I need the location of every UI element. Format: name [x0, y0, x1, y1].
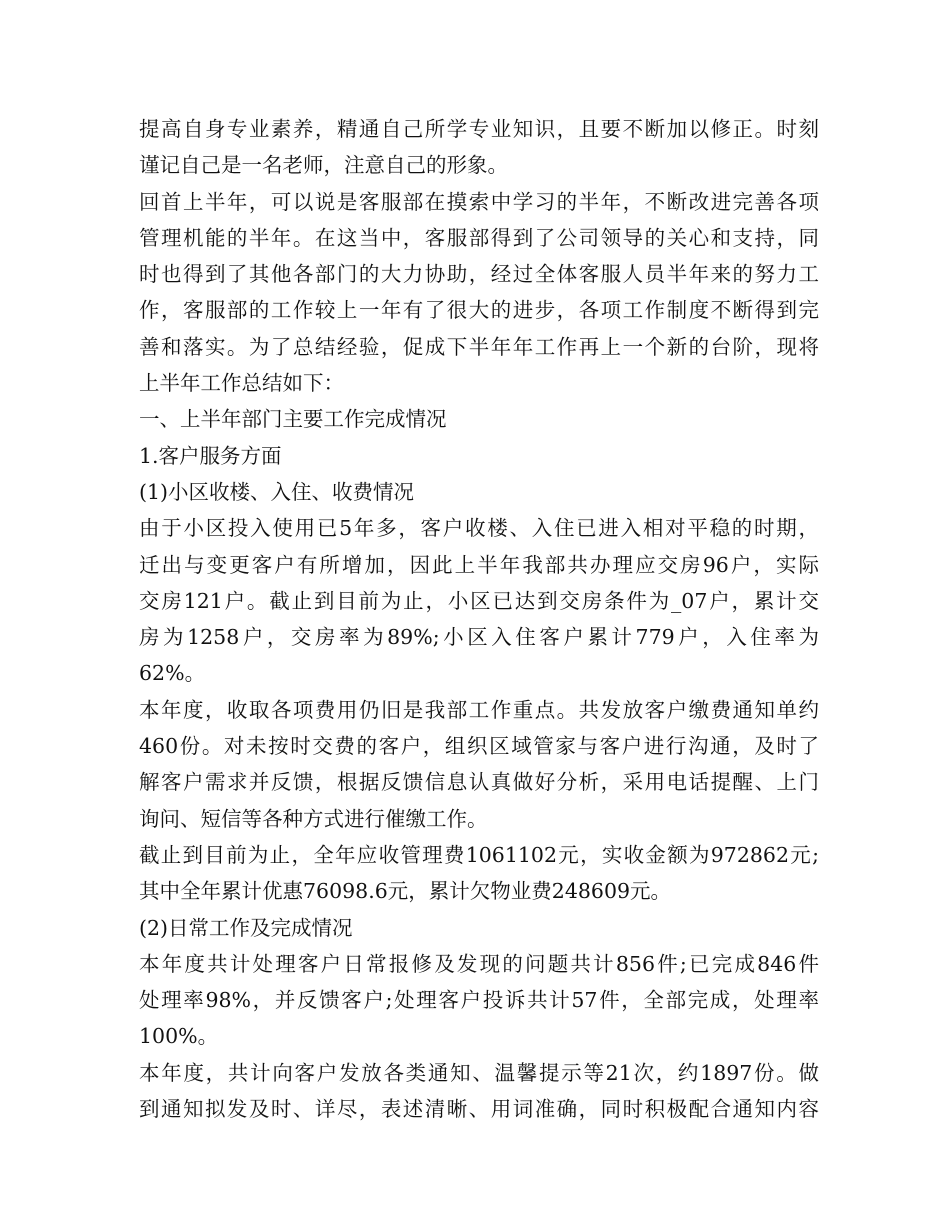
text-line: 善和落实。为了总结经验，促成下半年年工作再上一个新的台阶，现将: [139, 334, 819, 359]
text-line: 房为1258户，交房率为89%;小区入住客户累计779户，入住率为: [139, 625, 819, 650]
text-line: 迁出与变更客户有所增加，因此上半年我部共办理应交房96户，实际: [139, 552, 819, 577]
text-line: 处理率98%，并反馈客户;处理客户投诉共计57件，全部完成，处理率: [139, 988, 819, 1013]
subsection-heading: 1.客户服务方面: [139, 443, 282, 468]
text-line: 100%。: [139, 1024, 219, 1049]
text-line: 管理机能的半年。在这当中，客服部得到了公司领导的关心和支持，同: [139, 225, 819, 250]
section-heading: 一、上半年部门主要工作完成情况: [139, 407, 447, 432]
document-body: [139, 111, 819, 1127]
text-line: 本年度，共计向客户发放各类通知、温馨提示等21次，约1897份。做: [139, 1060, 819, 1085]
text-line: 其中全年累计优惠76098.6元，累计欠物业费248609元。: [139, 879, 672, 904]
text-line: 回首上半年，可以说是客服部在摸索中学习的半年，不断改进完善各项: [139, 189, 819, 214]
text-line: 谨记自己是一名老师，注意自己的形象。: [139, 153, 508, 178]
subsection-heading: (2)日常工作及完成情况: [139, 915, 353, 940]
text-line: 由于小区投入使用已5年多，客户收楼、入住已进入相对平稳的时期，: [139, 516, 819, 541]
subsection-heading: (1)小区收楼、入住、收费情况: [139, 479, 415, 504]
text-line: 交房121户。截止到目前为止，小区已达到交房条件为_07户，累计交: [139, 588, 819, 613]
text-line: 作，客服部的工作较上一年有了很大的进步，各项工作制度不断得到完: [139, 298, 819, 323]
text-line: 上半年工作总结如下：: [139, 371, 344, 396]
text-line: 截止到目前为止，全年应收管理费1061102元，实收金额为972862元;: [139, 842, 819, 867]
text-line: 到通知拟发及时、详尽，表述清晰、用词准确，同时积极配合通知内容: [139, 1097, 819, 1122]
text-line: 本年度共计处理客户日常报修及发现的问题共计856件;已完成846件: [139, 951, 819, 976]
text-line: 询问、短信等各种方式进行催缴工作。: [139, 806, 488, 831]
text-line: 460份。对未按时交费的客户，组织区域管家与客户进行沟通，及时了: [139, 734, 819, 759]
text-line: 本年度，收取各项费用仍旧是我部工作重点。共发放客户缴费通知单约: [139, 697, 819, 722]
text-line: 提高自身专业素养，精通自己所学专业知识，且要不断加以修正。时刻: [139, 117, 819, 141]
text-line: 解客户需求并反馈，根据反馈信息认真做好分析，采用电话提醒、上门: [139, 770, 819, 795]
text-line: 时也得到了其他各部门的大力协助，经过全体客服人员半年来的努力工: [139, 262, 819, 287]
text-line: 62%。: [139, 661, 206, 686]
